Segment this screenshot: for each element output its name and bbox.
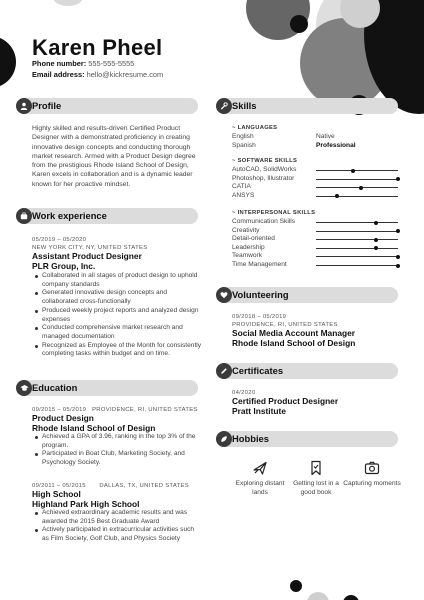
wrench-icon: [216, 98, 232, 114]
bullet-item: Actively participated in extracurricular activities such as Film Society, Golf Club, and Physics Society: [32, 526, 202, 543]
education-bullets: [32, 433, 202, 468]
hobby-label: Exploring distant lands: [235, 480, 285, 496]
bookmark-icon: [308, 460, 324, 476]
skill-level-marker: [396, 229, 400, 233]
experience-role: Assistant Product Designer: [32, 251, 142, 261]
hobby-item: [286, 460, 346, 497]
skill-level-marker: [374, 238, 378, 242]
heart-icon: [216, 287, 232, 303]
bullet-item: Collaborated in all stages of product design to uphold company standards: [32, 272, 202, 289]
certificate-name: Certified Product Designer: [232, 396, 339, 406]
skill-level-marker: [396, 177, 400, 181]
skill-level-bar: [316, 179, 398, 180]
profile-summary: Highly skilled and results-driven Certified Product Designer with a demonstrated proficiency in creating innovative design concepts and conducting thorough market research. Armed with a Product Design degree from the prestigious Rhode Island School of Design, Karen excels in collaboration and is a dynamic leader known for her proactive mindset.: [32, 125, 196, 188]
bullet-item: Generated innovative design concepts and collaborated cross-functionally: [32, 289, 202, 306]
section-title: Hobbies: [232, 433, 269, 444]
skill-level-bar: [316, 239, 398, 240]
contact-block: [32, 58, 163, 80]
bullet-item: Participated in Boat Club, Marketing Society, and Psychology Society.: [32, 450, 202, 467]
section-title: Certificates: [232, 365, 284, 376]
education-bullets: [32, 509, 202, 544]
education-location: DALLAS, TX, UNITED STATES: [99, 483, 190, 489]
skill-name: Time Management: [232, 261, 287, 268]
education-school: Rhode Island School of Design: [32, 422, 156, 433]
certificate-org: Pratt Institute: [232, 405, 286, 416]
skill-level-bar: [316, 170, 398, 171]
hobby-item: [230, 460, 290, 497]
bullet-item: Recognized as Employee of the Month for consistently completing tasks within budget and on time.: [32, 342, 202, 359]
volunteering-dates: 09/2018 – 05/2019: [232, 314, 287, 320]
volunteering-role: Social Media Account Manager: [232, 328, 356, 338]
education-dates: 09/2015 – 05/2019: [32, 407, 87, 413]
section-header-skills: [216, 98, 398, 114]
section-title: Education: [32, 382, 78, 393]
skill-name: Creativity: [232, 226, 260, 234]
skill-level-bar: [316, 187, 398, 188]
section-header-education: [16, 380, 198, 396]
bullet-item: Achieved extraordinary academic results and was awarded the 2015 Best Graduate Award: [32, 509, 202, 526]
skill-name: AutoCAD, SolidWorks: [232, 166, 297, 173]
skill-name: Detail-oriented: [232, 235, 275, 243]
skill-name: ANSYS: [232, 191, 255, 199]
skills-group-label: ~ INTERPERSONAL SKILLS: [232, 210, 316, 216]
skills-group-label: ~ LANGUAGES: [232, 125, 278, 131]
section-header-hobbies: [216, 431, 398, 447]
experience-dates: 05/2019 – 05/2020: [32, 237, 87, 243]
decor-circle: [290, 580, 302, 592]
education-entry: [32, 482, 202, 544]
section-title: Work experience: [32, 210, 107, 221]
experience-bullets: [32, 272, 202, 359]
hobby-item: [342, 460, 402, 489]
volunteering-entry: [232, 313, 402, 348]
certificate-entry: [232, 389, 402, 416]
briefcase-icon: [16, 208, 32, 224]
volunteering-org: Rhode Island School of Design: [232, 337, 356, 348]
section-title: Skills: [232, 100, 257, 111]
skill-level-marker: [396, 255, 400, 259]
certificate-date: 04/2020: [232, 390, 256, 396]
skill-name: CATIA: [232, 183, 251, 191]
camera-icon: [364, 460, 380, 476]
skill-level-bar: [316, 256, 398, 257]
skill-name: Communication Skills: [232, 218, 296, 225]
section-header-volunteering: [216, 287, 398, 303]
language-level: Professional: [316, 142, 356, 149]
skill-level-marker: [351, 169, 355, 173]
skill-level-marker: [374, 246, 378, 250]
skill-level-bar: [316, 222, 398, 223]
skill-name: Photoshop, Illustrator: [232, 174, 295, 182]
language-level: Native: [316, 133, 335, 140]
skill-name: Leadership: [232, 243, 265, 251]
phone-label: Phone number:: [32, 59, 87, 68]
education-degree: Product Design: [32, 413, 94, 423]
section-title: Profile: [32, 100, 62, 111]
pencil-icon: [216, 363, 232, 379]
skill-level-marker: [335, 194, 339, 198]
education-school: Highland Park High School: [32, 498, 140, 509]
phone-value: 555-555-5555: [88, 59, 135, 68]
graduation-cap-icon: [16, 380, 32, 396]
experience-org: PLR Group, Inc.: [32, 260, 96, 271]
skill-level-bar: [316, 265, 398, 266]
skill-level-bar: [316, 196, 398, 197]
education-location: PROVIDENCE, RI, UNITED STATES: [92, 407, 198, 413]
hobby-label: Getting lost in a good book: [293, 480, 339, 496]
bullet-item: Produced weekly project reports and analyzed design expenses: [32, 307, 202, 324]
section-header-profile: [16, 98, 198, 114]
bullet-item: Achieved a GPA of 3.96, ranking in the top 3% of the program.: [32, 433, 202, 450]
leaf-icon: [216, 431, 232, 447]
decor-circle: [343, 595, 359, 600]
decor-circle: [307, 592, 329, 600]
section-header-certificates: [216, 363, 398, 379]
skill-level-marker: [396, 264, 400, 268]
education-entry: [32, 406, 202, 468]
experience-entry: [32, 236, 202, 359]
skill-level-bar: [316, 231, 398, 232]
decor-circle: [290, 15, 308, 33]
decor-circle: [53, 0, 83, 6]
skills-group-label: ~ SOFTWARE SKILLS: [232, 158, 298, 164]
skill-level-marker: [374, 221, 378, 225]
education-dates: 09/2011 – 05/2015: [32, 483, 86, 489]
email-value: hello@kickresume.com: [86, 70, 164, 79]
section-header-experience: [16, 208, 198, 224]
hobby-label: Capturing moments: [343, 480, 401, 487]
user-icon: [16, 98, 32, 114]
plane-icon: [252, 460, 268, 476]
section-title: Volunteering: [232, 289, 289, 300]
skill-level-marker: [359, 186, 363, 190]
decor-circle: [0, 36, 16, 88]
education-degree: High School: [32, 489, 81, 499]
experience-location: NEW YORK CITY, NY, UNITED STATES: [32, 245, 148, 251]
language-name: English: [232, 133, 254, 140]
language-name: Spanish: [232, 142, 256, 149]
volunteering-location: PROVIDENCE, RI, UNITED STATES: [232, 322, 338, 328]
skill-level-bar: [316, 248, 398, 249]
candidate-name: Karen Pheel: [32, 35, 163, 60]
bullet-item: Conducted comprehensive market research and managed documentation: [32, 324, 202, 341]
email-label: Email address:: [32, 70, 85, 79]
skill-name: Teamwork: [232, 252, 263, 260]
